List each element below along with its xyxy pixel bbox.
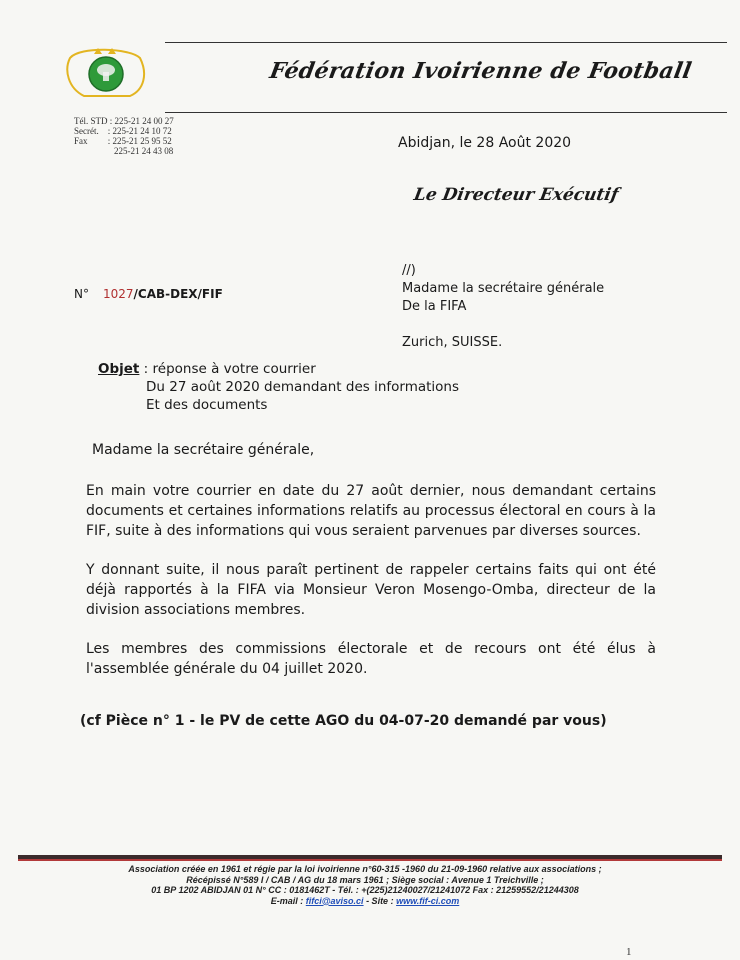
subject-block [98, 360, 459, 414]
body-paragraph: Y donnant suite, il nous paraît pertinent de rappeler certains faits qui ont été déjà rapportés à la FIFA via Monsieur Veron Mosengo-Omba, directeur de la division associations membres. [86, 562, 656, 618]
contact-value: 225-21 24 10 72 [112, 126, 172, 136]
reference-number-value: 1027 [102, 287, 134, 301]
recipient-city: Zurich, SUISSE. [402, 335, 503, 350]
recipient-mark: //) [402, 263, 416, 278]
footer-line: Association créée en 1961 et régie par la loi ivoirienne n°60-315 -1960 du 21-09-1960 relative aux associations ; [128, 864, 602, 874]
body-paragraph: Les membres des commissions électorale et de recours ont été élus à l'assemblée générale du 04 juillet 2020. [86, 641, 656, 677]
salutation: Madame la secrétaire générale, [92, 442, 315, 458]
footer-line: Récépissé N°589 I / CAB / AG du 18 mars 1961 ; Siège social : Avenue 1 Treichville ; [186, 874, 544, 885]
footer-line: 01 BP 1202 ABIDJAN 01 N° CC : 0181462T - Tél. : +(225)21240027/21241072 Fax : 21259552/21244308 [151, 885, 579, 895]
site-label: - Site : [363, 895, 397, 906]
contact-label: Tél. STD : [74, 116, 113, 126]
date-line: Abidjan, le 28 Août 2020 [398, 135, 572, 151]
subject-label: Objet [98, 361, 140, 377]
footer-contact-line [20, 896, 710, 907]
recipient-line: Madame la secrétaire générale [402, 281, 605, 296]
footer-block [20, 864, 710, 906]
subject-line: Du 27 août 2020 demandant des informations [146, 379, 460, 395]
contact-label: Secrét. : [74, 126, 111, 136]
reference-label: N° [74, 287, 89, 301]
contact-block [74, 116, 174, 156]
subject-line: Et des documents [146, 397, 268, 413]
header-rule-top [165, 42, 727, 43]
contact-value: 225-21 24 00 27 [114, 116, 174, 126]
federation-name: Fédération Ivoirienne de Football [267, 58, 694, 84]
fif-logo [60, 40, 150, 102]
header-rule-bottom [165, 112, 727, 113]
subject-line: : réponse à votre courrier [139, 361, 316, 377]
contact-label: Fax : [74, 136, 111, 146]
email-link[interactable]: fifci@aviso.ci [305, 895, 364, 906]
footer-rule [18, 855, 722, 861]
website-link[interactable]: www.fif-ci.com [396, 895, 460, 906]
attachment-note: (cf Pièce n° 1 - le PV de cette AGO du 04-07-20 demandé par vous) [80, 713, 607, 729]
contact-row [74, 136, 174, 146]
recipient-line: De la FIFA [402, 299, 467, 314]
email-label: E-mail : [270, 895, 306, 906]
sender-title: Le Directeur Exécutif [412, 185, 620, 205]
contact-value: 225-21 24 43 08 [114, 146, 174, 156]
body-paragraph: En main votre courrier en date du 27 août dernier, nous demandant certains documents et certaines informations relatifs au processus électoral en cours à la FIF, suite à des informations qui vous seraient parvenues par diverses sources. [86, 483, 656, 539]
reference-number [74, 287, 223, 301]
recipient-block [402, 262, 604, 352]
contact-row [74, 116, 174, 126]
contact-row [74, 126, 174, 136]
contact-row [74, 146, 174, 156]
page-number: 1 [626, 946, 632, 958]
reference-code: /CAB-DEX/FIF [133, 287, 223, 301]
contact-value: 225-21 25 95 52 [112, 136, 172, 146]
